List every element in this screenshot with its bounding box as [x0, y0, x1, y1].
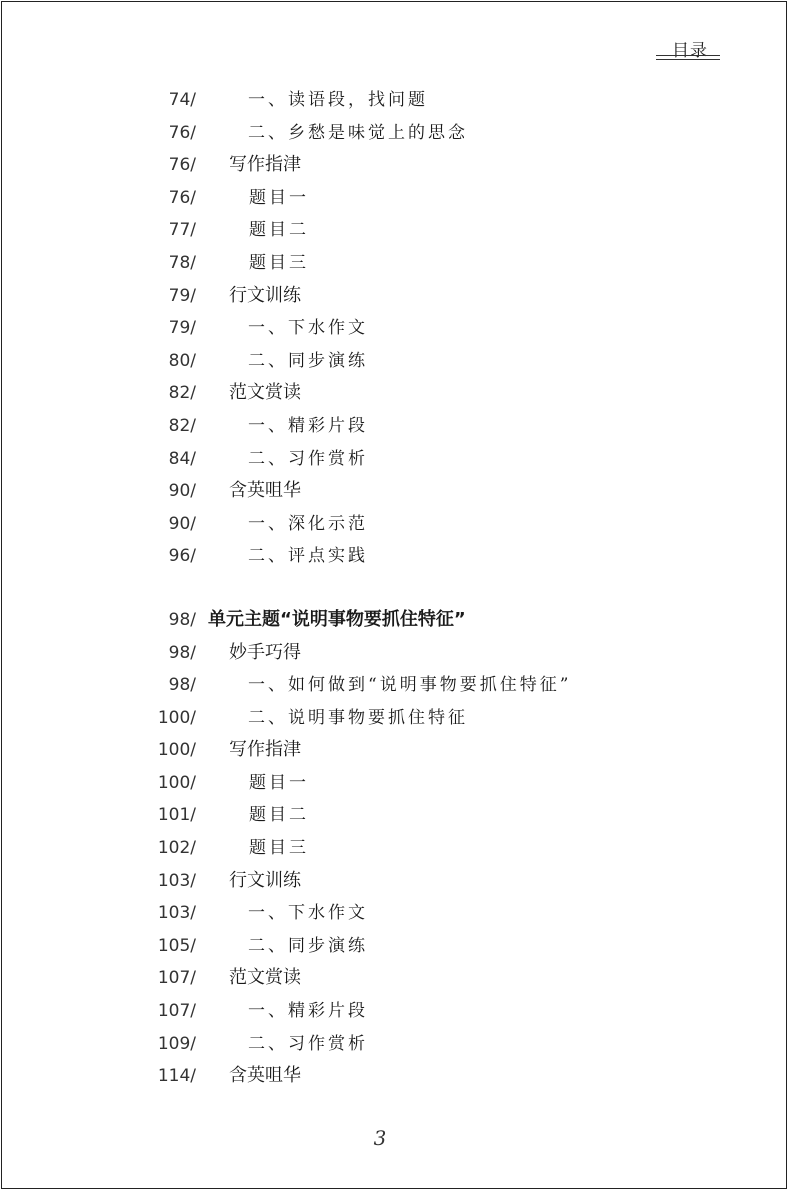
toc-entry	[0, 508, 790, 541]
toc-entry-title: 二、说明事物要抓住特征	[248, 707, 468, 728]
toc-entry-title: 题目二	[249, 805, 309, 826]
toc-entry-title: 一、精彩片段	[248, 415, 368, 436]
toc-page-number: 76/	[168, 187, 196, 208]
toc-page-number: 103/	[157, 903, 196, 924]
toc-page-number: 76/	[168, 155, 196, 176]
toc-entry-title: 一、深化示范	[248, 513, 368, 534]
toc-entry	[0, 149, 790, 182]
toc-entry	[0, 475, 790, 508]
toc-entry	[0, 377, 790, 410]
toc-page-number: 90/	[168, 481, 196, 502]
toc-entry	[0, 734, 790, 767]
toc-entry-title: 单元主题“说明事物要抓住特征”	[208, 608, 466, 630]
toc-entry-title: 二、评点实践	[248, 546, 368, 567]
toc-page-number: 98/	[168, 675, 196, 696]
toc-entry	[0, 669, 790, 702]
toc-page-number: 98/	[168, 642, 196, 663]
toc-entry	[0, 1060, 790, 1093]
toc-entry-title: 含英咀华	[229, 480, 301, 502]
running-head-rule	[656, 55, 720, 56]
running-head-rule-thin	[656, 59, 720, 60]
toc-entry	[0, 832, 790, 865]
toc-unit-heading	[0, 604, 790, 637]
toc-page-number: 79/	[168, 318, 196, 339]
toc-entry	[0, 930, 790, 963]
toc-entry-title: 二、同步演练	[248, 350, 368, 371]
toc-entry-title: 妙手巧得	[229, 641, 301, 663]
toc-entry-title: 写作指津	[229, 739, 301, 761]
toc-entry	[0, 767, 790, 800]
running-head-title: 目录	[672, 41, 708, 61]
toc-entry-title: 题目二	[249, 220, 309, 241]
toc-entry-title: 写作指津	[229, 154, 301, 176]
toc-entry-title: 二、乡愁是味觉上的思念	[248, 122, 468, 143]
toc-page-number: 100/	[157, 740, 196, 761]
toc-page-number: 82/	[168, 383, 196, 404]
toc-page-number: 76/	[168, 122, 196, 143]
toc-entry-title: 范文赏读	[229, 967, 301, 989]
toc-page-number: 82/	[168, 415, 196, 436]
toc-entry-title: 题目三	[249, 838, 309, 859]
table-of-contents	[0, 84, 790, 1093]
toc-page-number: 114/	[157, 1066, 196, 1087]
toc-entry-title: 二、习作赏析	[248, 1033, 368, 1054]
toc-entry	[0, 182, 790, 215]
toc-entry-title: 题目一	[249, 187, 309, 208]
toc-page-number: 78/	[168, 252, 196, 273]
toc-entry	[0, 865, 790, 898]
toc-page-number: 102/	[157, 838, 196, 859]
toc-entry	[0, 540, 790, 573]
toc-entry-title: 行文训练	[229, 869, 301, 891]
toc-page-number: 80/	[168, 350, 196, 371]
toc-page-number: 107/	[157, 1001, 196, 1022]
toc-entry-title: 一、下水作文	[248, 903, 368, 924]
toc-entry-title: 题目三	[249, 252, 309, 273]
toc-page-number: 107/	[157, 968, 196, 989]
toc-entry-title: 行文训练	[229, 284, 301, 306]
toc-page-number: 101/	[157, 805, 196, 826]
toc-entry-title: 含英咀华	[229, 1065, 301, 1087]
toc-page-number: 74/	[168, 90, 196, 110]
toc-entry	[0, 1028, 790, 1061]
toc-entry-title: 一、下水作文	[248, 318, 368, 339]
toc-entry	[0, 280, 790, 313]
toc-page-number: 100/	[157, 772, 196, 793]
toc-page-number: 84/	[168, 448, 196, 469]
toc-entry	[0, 995, 790, 1028]
toc-entry-title: 一、如何做到“说明事物要抓住特征”	[248, 675, 572, 696]
toc-entry-title: 范文赏读	[229, 382, 301, 404]
toc-page-number: 79/	[168, 285, 196, 306]
toc-entry-title: 二、习作赏析	[248, 448, 368, 469]
toc-entry	[0, 410, 790, 443]
toc-page-number: 105/	[157, 935, 196, 956]
toc-page-number: 103/	[157, 870, 196, 891]
toc-entry	[0, 702, 790, 735]
toc-entry-title: 一、读语段，找问题	[248, 90, 428, 110]
toc-entry	[0, 312, 790, 345]
toc-entry-title: 一、精彩片段	[248, 1001, 368, 1022]
toc-page-number: 100/	[157, 707, 196, 728]
page-number: 3	[373, 1126, 387, 1150]
toc-page-number: 77/	[168, 220, 196, 241]
toc-entry	[0, 443, 790, 476]
toc-entry	[0, 84, 790, 117]
toc-page-number: 96/	[168, 546, 196, 567]
toc-page-number: 109/	[157, 1033, 196, 1054]
toc-entry	[0, 637, 790, 670]
toc-entry	[0, 117, 790, 150]
toc-entry	[0, 214, 790, 247]
toc-entry	[0, 345, 790, 378]
toc-entry	[0, 897, 790, 930]
toc-entry	[0, 247, 790, 280]
toc-entry-title: 题目一	[249, 772, 309, 793]
toc-page-number: 90/	[168, 513, 196, 534]
toc-page-number: 98/	[168, 609, 196, 630]
toc-entry	[0, 962, 790, 995]
toc-entry-title: 二、同步演练	[248, 935, 368, 956]
toc-entry	[0, 799, 790, 832]
